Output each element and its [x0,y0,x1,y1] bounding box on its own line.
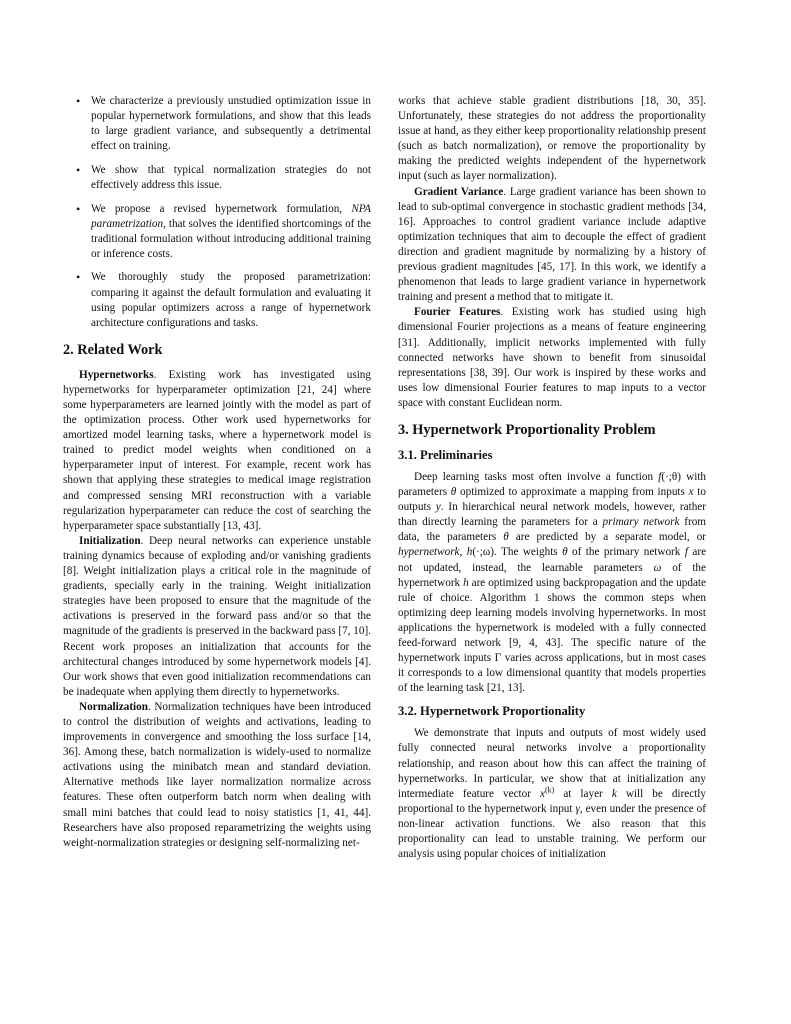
paragraph-proportionality: We demonstrate that inputs and outputs of most widely used fully connected neural networks involve a proportionality relationship, and reason about how this can affect the training of hypernetworks. In particular, we show that at initialization any intermediate feature vector $x^{(k)}$ at layer k will be directly proportional to the hypernetwork input γ, even under the presence of non-linear activation functions. We also reason that this proportionality can lead to unstable training. We perform our analysis using popular choices of initialization [398,727,707,861]
paragraph-preliminaries: Deep learning tasks most often involve a function f(·;θ) with parameters θ optimized to approximate a mapping from inputs x to outputs y. In hierarchical neural network models, however, rather than directly learning the parameters for a primary network from data, the parameters θ are predicted by a separate model, or hypernetwork, h(·;ω). The weights θ of the primary network f are not updated, instead, the learnable parameters ω of the hypernetwork h are optimized using backpropagation and the update rule of choice. Algorithm 1 shows the common steps when optimizing deep learning models involving hypernetworks. In most applications the hypernetwork is modeled with a fully connected feed-forward network [9, 4, 43]. The specific nature of the hypernetwork inputs Γ varies across applications, but in most cases it corresponds to a low dimensional quantity that models properties of the learning task [21, 13]. [398,470,707,695]
bullet-icon: • [76,201,81,216]
paragraph-hypernetworks: Hypernetworks. Existing work has investigated using hypernetworks for hyperparameter optimization [21, 24] where some hyperparameters are learned jointly with the model as part of the optimization process. Other work used hypernetworks for amortized model learning tasks, where a hypernetwork model is trained to predict model weights when conditioned on a hyperparameter input of interest. For example, recent work has shown that applying these strategies to medical image registration and compressed sensing MRI reconstruction with a variable regularization hyperparameter can reduce the cost of searching the hyperparameter space substantially [13, 43]. [63,368,371,532]
subsection-title-proportionality: 3.2. Hypernetwork Proportionality [398,704,586,719]
section-title-related-work: 2. Related Work [63,341,163,358]
paragraph-continuation: works that achieve stable gradient distributions [18, 30, 35]. Unfortunately, these strategies do not address the proportionality issue at hand, as they either keep proportionality relationship present (such as batch normalization), or remove the proportionality by making the predicted weights independent of the hypernetwork input (such as layer normalization). [398,95,706,183]
list-item: • We thoroughly study the proposed parametrization: comparing it against the default formulation and evaluating it using popular optimizers across a range of hypernetwork architecture configurations and tasks. [76,270,371,329]
paragraph-gradient-variance: Gradient Variance. Large gradient variance has been shown to lead to sub-optimal convergence in stochastic gradient methods [34, 16]. Approaches to control gradient variance include adaptive optimization techniques that aim to decouple the effect of gradient direction and gradient magnitude by normalizing by a history of previous gradient magnitudes [45, 17]. In this work, we identify a phenomenon that leads to large gradient variance in hypernetwork training and present a method that to mitigate it. [398,185,706,304]
right-column [398,94,706,862]
bullet-icon: • [76,270,81,285]
bullet-icon: • [76,94,81,108]
subsection-title-preliminaries: 3.1. Preliminaries [398,447,493,462]
left-column [63,94,371,851]
paragraph-initialization: Initialization. Deep neural networks can experience unstable training dynamics because of exploding and/or vanishing gradients [8]. Weight initialization plays a critical role in the magnitude of gradients, specially early in the training. Weight initialization strategies have been proposed to ensure that the magnitude of the activations is preserved in the forward pass and/or so that the magnitude of the gradients is preserved in the backward pass [7, 10]. Recent work proposes an initialization that accounts for the architectural changes introduced by some hypernetwork models [4]. Our work shows that even good initialization recommendations can be inadequate when applying them directly to hypernetworks. [63,534,371,698]
section-title-proportionality-problem: 3. Hypernetwork Proportionality Problem [398,421,656,438]
paragraph-fourier-features: Fourier Features. Existing work has studied using high dimensional Fourier projections as a means of feature engineering [31]. Additionally, implicit networks implemented with fully connected networks have shown to benefit from sinusoidal representations [38, 39]. Our work is inspired by these works and uses low dimensional Fourier features to map inputs to a vector space with constant Euclidean norm. [398,306,706,409]
contributions-list [63,94,371,331]
list-item: • We characterize a previously unstudied optimization issue in popular hypernetwork formulations, and show that this leads to large gradient variance, and subsequently a detrimental effect on training. [76,94,371,153]
list-item: • We propose a revised hypernetwork formulation, NPA parametrization, that solves the identified shortcomings of the traditional formulation without introducing additional training or inference costs. [76,201,372,260]
bullet-icon: • [76,162,81,177]
list-item: • We show that typical normalization strategies do not effectively address this issue. [76,162,371,191]
paragraph-normalization: Normalization. Normalization techniques have been introduced to control the distribution of weights and activations, leading to improvements in convergence and smoothing the loss surface [14, 36]. Among these, batch normalization is widely-used to normalize activations using the minibatch mean and standard deviation. Alternative methods like layer normalization normalize across features. These often outperform batch norm when dealing with small mini batches that could lead to noisy statistics [1, 41, 44]. Researchers have also proposed reparametrizing the weights using weight-normalization strategies or designing self-normalizing net- [63,700,371,849]
